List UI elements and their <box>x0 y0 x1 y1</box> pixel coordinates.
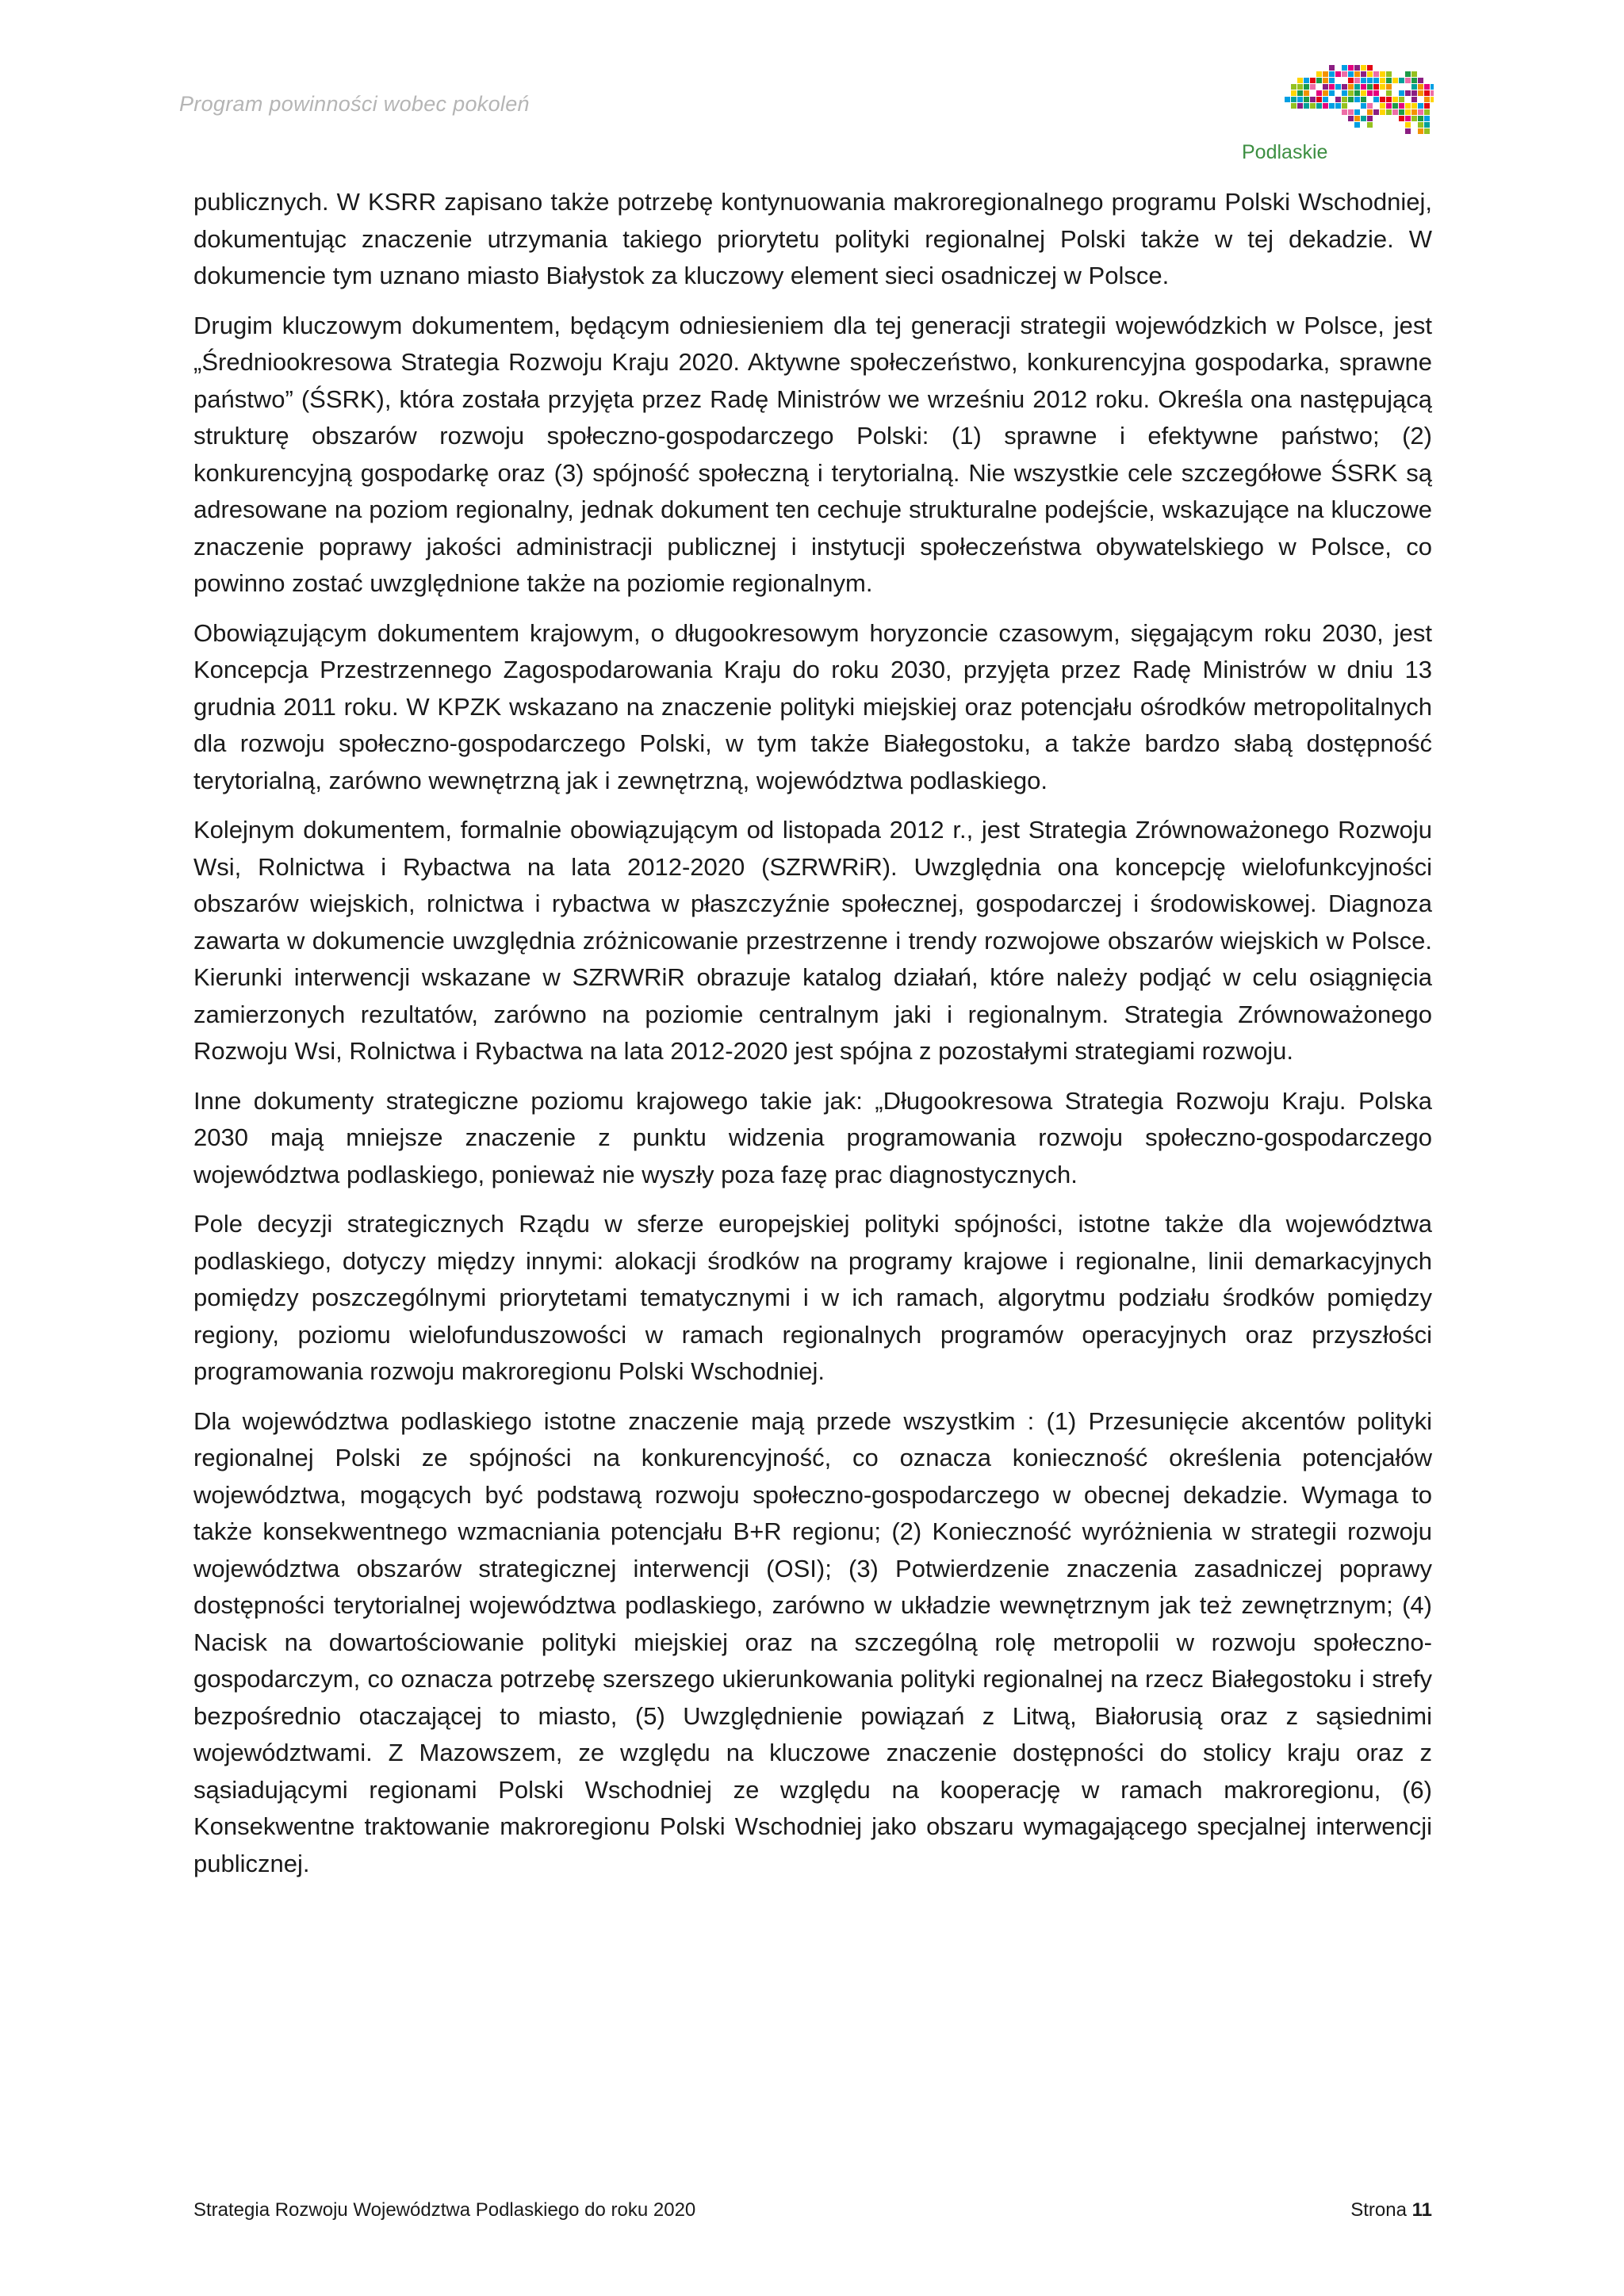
logo-tile <box>1348 109 1354 115</box>
paragraph: Obowiązującym dokumentem krajowym, o długookresowym horyzoncie czasowym, sięgającym roku 2030, jest Koncepcja Przestrzennego Zagospodarowania Kraju do roku 2030, przyjęta przez Radę Ministrów w dniu 13 grudnia 2011 roku. W KPZK wskazano na znaczenie polityki miejskiej oraz potencjału ośrodków metropolitalnych dla rozwoju społeczno-gospodarczego Polski, w tym także Białegostoku, a także bardzo słabą dostępność terytorialną, zarówno wewnętrzną jak i zewnętrzną, województwa podlaskiego. <box>193 618 1432 794</box>
logo-tile <box>1304 84 1309 90</box>
logo-tile <box>1373 90 1379 96</box>
logo-tile <box>1348 78 1354 83</box>
logo-tile <box>1386 109 1392 115</box>
paragraph: Inne dokumenty strategiczne poziomu krajowego takie jak: „Długookresowa Strategia Rozwoju Kraju. Polska 2030 mają mniejsze znaczenie z punktu widzenia programowania rozwoju społeczno-gospodarczego województwa podlaskiego, ponieważ nie wyszły poza fazę prac diagnostycznych. <box>193 1086 1432 1188</box>
logo-tile <box>1354 78 1360 83</box>
logo-tile <box>1405 116 1411 121</box>
logo-tile <box>1342 90 1347 96</box>
logo-tile <box>1411 109 1417 115</box>
logo-tile <box>1361 103 1366 109</box>
logo-tile <box>1297 78 1303 83</box>
page-number: 11 <box>1411 2199 1432 2221</box>
logo-tile <box>1399 116 1404 121</box>
logo-text: Podlaskie <box>1242 141 1328 163</box>
logo-tile <box>1323 84 1328 90</box>
logo-tile <box>1335 103 1341 109</box>
logo-tile <box>1316 90 1322 96</box>
document-body <box>193 184 1432 1895</box>
logo-tile <box>1342 109 1347 115</box>
logo-tile <box>1380 109 1385 115</box>
logo-tile <box>1399 97 1404 102</box>
logo-tile <box>1380 84 1385 90</box>
logo-tile <box>1411 97 1417 102</box>
logo-tile <box>1342 97 1347 102</box>
paragraph: Drugim kluczowym dokumentem, będącym odniesieniem dla tej generacji strategii wojewódzkich w Polsce, jest „Średniookresowa Strategia Rozwoju Kraju 2020. Aktywne społeczeństwo, konkurencyjna gospodarka, sprawne państwo” (ŚSRK), która została przyjęta przez Radę Ministrów we wrześniu 2012 roku. Określa ona następującą strukturę obszarów rozwoju społeczno-gospodarczego Polski: (1) sprawne i efektywne państwo; (2) konkurencyjną gospodarkę oraz (3) spójność społeczną i terytorialną. Nie wszystkie cele szczegółowe ŚSRK są adresowane na poziom regionalny, jednak dokument ten cechuje strukturalne podejście, wskazujące na kluczowe znaczenie poprawy jakości administracji publicznej i instytucji społeczeństwa obywatelskiego w Polsce, co powinno zostać uwzględnione także na poziomie regionalnym. <box>193 311 1432 597</box>
logo-tile <box>1367 90 1373 96</box>
logo-tile <box>1411 103 1417 109</box>
logo-tile <box>1361 71 1366 77</box>
logo-tile <box>1323 90 1328 96</box>
logo-tile <box>1367 71 1373 77</box>
logo-tile <box>1373 97 1379 102</box>
logo-tile <box>1291 84 1297 90</box>
logo-tile <box>1431 84 1434 90</box>
logo-tile <box>1373 71 1379 77</box>
logo-tile <box>1310 84 1316 90</box>
logo-tile <box>1380 78 1385 83</box>
logo-tile <box>1316 71 1322 77</box>
paragraph: Kolejnym dokumentem, formalnie obowiązującym od listopada 2012 r., jest Strategia Zrównoważonego Rozwoju Wsi, Rolnictwa i Rybactwa na lata 2012-2020 (SZRWRiR). Uwzględnia ona koncepcję wielofunkcyjności obszarów wiejskich, rolnictwa i rybactwa w płaszczyźnie społecznej, gospodarczej i środowiskowej. Diagnoza zawarta w dokumencie uwzględnia zróżnicowanie przestrzenne i trendy rozwojowe obszarów wiejskich w Polsce. Kierunki interwencji wskazane w SZRWRiR obrazuje katalog działań, które należy podjąć w celu osiągnięcia zamierzonych rezultatów, zarówno na poziomie centralnym jaki i regionalnym. Strategia Zrównoważonego Rozwoju Wsi, Rolnictwa i Rybactwa na lata 2012-2020 jest spójna z pozostałymi strategiami rozwoju. <box>193 816 1432 1065</box>
logo-tile <box>1418 109 1423 115</box>
logo-tile <box>1348 71 1354 77</box>
logo-tile <box>1418 128 1423 134</box>
logo-tile <box>1323 78 1328 83</box>
logo-tile <box>1297 97 1303 102</box>
logo-tile <box>1342 103 1347 109</box>
logo-tile <box>1411 116 1417 121</box>
logo-tile <box>1304 103 1309 109</box>
paragraph: publicznych. W KSRR zapisano także potrzebę kontynuowania makroregionalnego programu Polski Wschodniej, dokumentując znaczenie utrzymania takiego priorytetu polityki regionalnej Polski także w tej dekadzie. W dokumencie tym uznano miasto Białystok za kluczowy element sieci osadniczej w Polsce. <box>193 188 1432 289</box>
logo-tile <box>1411 78 1417 83</box>
logo-tile <box>1329 90 1335 96</box>
logo-tile <box>1291 90 1297 96</box>
logo-tile <box>1316 78 1322 83</box>
logo-tile <box>1329 65 1335 71</box>
logo-tile <box>1361 116 1366 121</box>
logo-tile <box>1380 103 1385 109</box>
logo-tile <box>1354 116 1360 121</box>
header-title: Program powinności wobec pokoleń <box>179 92 530 116</box>
logo-tile <box>1335 97 1341 102</box>
logo-tile <box>1361 78 1366 83</box>
logo-tile <box>1323 97 1328 102</box>
logo-tile <box>1304 90 1309 96</box>
logo-tile <box>1342 65 1347 71</box>
logo-tile <box>1399 103 1404 109</box>
logo-tile <box>1411 84 1417 90</box>
logo-tile <box>1405 109 1411 115</box>
logo-tile <box>1329 71 1335 77</box>
logo-tile <box>1431 97 1434 102</box>
logo-tile <box>1424 103 1430 109</box>
footer-document-title: Strategia Rozwoju Województwa Podlaskiego do roku 2020 <box>193 2199 696 2221</box>
logo-tile <box>1418 84 1423 90</box>
logo-tile <box>1354 97 1360 102</box>
logo-tile <box>1361 97 1366 102</box>
logo-tile <box>1335 84 1341 90</box>
logo-tile <box>1348 116 1354 121</box>
logo-tile <box>1367 65 1373 71</box>
logo-tile <box>1361 90 1366 96</box>
logo-tile <box>1386 71 1392 77</box>
logo-tile <box>1424 109 1430 115</box>
logo-tile <box>1373 78 1379 83</box>
logo-tile <box>1418 90 1423 96</box>
logo-tile <box>1297 103 1303 109</box>
logo-tile <box>1373 109 1379 115</box>
logo-tile <box>1329 84 1335 90</box>
logo-tile <box>1418 103 1423 109</box>
logo-tile <box>1348 65 1354 71</box>
logo-tile <box>1304 78 1309 83</box>
logo-tile <box>1424 84 1430 90</box>
logo-tile <box>1354 109 1360 115</box>
logo-tile <box>1297 90 1303 96</box>
logo-tile <box>1431 90 1434 96</box>
logo-tile <box>1418 122 1423 128</box>
logo-tile <box>1367 122 1373 128</box>
logo-tile <box>1405 71 1411 77</box>
logo-tile <box>1386 78 1392 83</box>
logo-tile <box>1329 103 1335 109</box>
logo-tile <box>1354 84 1360 90</box>
logo-tile <box>1405 128 1411 134</box>
logo-tile <box>1310 78 1316 83</box>
logo-tile <box>1392 78 1398 83</box>
logo-tile <box>1323 103 1328 109</box>
page-label: Strona <box>1350 2199 1407 2221</box>
logo-tile <box>1405 90 1411 96</box>
logo-tile <box>1354 65 1360 71</box>
logo-tile <box>1335 71 1341 77</box>
logo-tile <box>1380 97 1385 102</box>
logo-tile <box>1411 90 1417 96</box>
logo-tile <box>1405 122 1411 128</box>
logo-tile <box>1291 97 1297 102</box>
logo-tile <box>1354 90 1360 96</box>
footer-page-number <box>1350 2199 1432 2221</box>
logo-tile <box>1424 97 1430 102</box>
paragraph: Dla województwa podlaskiego istotne znaczenie mają przede wszystkim : (1) Przesunięcie akcentów polityki regionalnej Polski ze spójności na konkurencyjność, co oznacza konieczność określenia potencjałów województwa, mogących być podstawą rozwoju społeczno-gospodarczego w obecnej dekadzie. Wymaga to także konsekwentnego wzmacniania potencjału B+R regionu; (2) Konieczność wyróżnienia w strategii rozwoju województwa obszarów strategicznej interwencji (OSI); (3) Potwierdzenie znaczenia zasadniczej poprawy dostępności terytorialnej województwa podlaskiego, zarówno w układzie wewnętrznym jak też zewnętrznym; (4) Nacisk na dowartościowanie polityki miejskiej oraz na szczególną rolę metropolii w rozwoju społeczno-gospodarczym, co oznacza potrzebę szerszego ukierunkowania polityki regionalnej na rzecz Białegostoku i strefy bezpośrednio otaczającej to miasto, (5) Uwzględnienie powiązań z Litwą, Białorusią oraz z sąsiednimi województwami. Z Mazowszem, ze względu na kluczowe znaczenie dostępności do stolicy kraju oraz z sąsiadującymi regionami Polski Wschodniej ze względu na kooperację w ramach makroregionu, (6) Konsekwentne traktowanie makroregionu Polski Wschodniej jako obszaru wymagającego specjalnej interwencji publicznej. <box>193 1406 1432 1877</box>
logo-tile <box>1405 78 1411 83</box>
logo-tile <box>1405 103 1411 109</box>
logo-tile <box>1392 97 1398 102</box>
logo-tile <box>1291 103 1297 109</box>
logo-tile <box>1386 97 1392 102</box>
logo-tile <box>1399 78 1404 83</box>
logo-tile <box>1310 103 1316 109</box>
logo-tile <box>1386 103 1392 109</box>
logo-tile <box>1399 90 1404 96</box>
logo-tile <box>1348 90 1354 96</box>
logo-tile <box>1424 116 1430 121</box>
logo-tile <box>1399 109 1404 115</box>
logo-tile <box>1424 128 1430 134</box>
logo-tile <box>1424 122 1430 128</box>
logo-tile <box>1348 97 1354 102</box>
logo-tile <box>1316 103 1322 109</box>
logo-tile <box>1310 97 1316 102</box>
logo-tile <box>1424 90 1430 96</box>
logo-tile <box>1342 84 1347 90</box>
logo-tile <box>1361 84 1366 90</box>
logo-tile <box>1297 84 1303 90</box>
logo-tile <box>1361 65 1366 71</box>
logo-tile <box>1323 71 1328 77</box>
logo-tile <box>1386 84 1392 90</box>
logo-tile <box>1392 103 1398 109</box>
paragraph: Pole decyzji strategicznych Rządu w sferze europejskiej polityki spójności, istotne także dla województwa podlaskiego, dotyczy między innymi: alokacji środków na programy krajowe i regionalne, linii demarkacyjnych pomiędzy poszczególnymi priorytetami tematycznymi i w ich ramach, algorytmu podziału środków pomiędzy regiony, poziomu wielofunduszowości w ramach regionalnych programów operacyjnych oraz przyszłości programowania rozwoju makroregionu Polski Wschodniej. <box>193 1210 1432 1385</box>
logo-tile <box>1354 122 1360 128</box>
logo-tile <box>1392 109 1398 115</box>
logo-tile <box>1418 78 1423 83</box>
logo-tile <box>1329 78 1335 83</box>
logo-tile <box>1418 116 1423 121</box>
logo-tile <box>1304 97 1309 102</box>
logo-tile <box>1342 71 1347 77</box>
logo-tile <box>1367 84 1373 90</box>
logo-tile <box>1348 84 1354 90</box>
logo-tile <box>1367 103 1373 109</box>
logo-tile <box>1316 97 1322 102</box>
logo-tile <box>1373 84 1379 90</box>
logo-tile <box>1354 71 1360 77</box>
logo-tile <box>1285 97 1290 102</box>
logo-tile <box>1367 109 1373 115</box>
logo-tile <box>1386 90 1392 96</box>
logo-tile <box>1411 71 1417 77</box>
logo-tile <box>1367 78 1373 83</box>
logo-tile <box>1380 71 1385 77</box>
logo-tile <box>1367 116 1373 121</box>
